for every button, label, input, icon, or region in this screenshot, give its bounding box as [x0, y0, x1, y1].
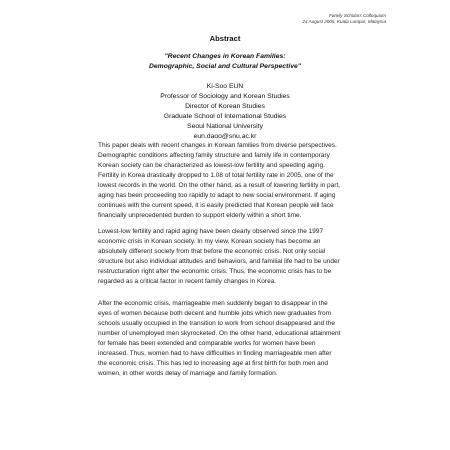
paragraph-line: eyes of women because both decent and humble jobs which new graduates from [98, 310, 332, 317]
paper-title [0, 52, 450, 72]
paragraph-line: aging has been proceeding too rapidly to adapt to new social environment. If aging [98, 192, 336, 199]
paragraph-line: regarded as a critical factor in recent family changes in Korea. [98, 278, 277, 285]
abstract-heading: Abstract [209, 34, 241, 43]
paragraph-line: schools usually occupied in the transition to work from school disappeared and the [98, 320, 336, 327]
paragraph-line: the economic crisis. This has led to increasing age at first birth for both men and [98, 360, 329, 367]
paragraph-line: restructuration right after the economic crisis. Thus, the economic crisis has to be [98, 268, 332, 275]
paragraph-line: This paper deals with recent changes in Korean families from diverse perspectives. [98, 142, 337, 149]
conference-name: Family Scholars Colloquium [329, 13, 386, 18]
author-school: Graduate School of International Studies [163, 113, 287, 120]
paragraph-line: increased. Thus, women had to have difficulties in finding marriageable men after [98, 350, 332, 357]
paper-title-line-2: Demographic, Social and Cultural Perspective" [148, 63, 302, 70]
author-email: eun.daoo@snu.ac.kr [193, 133, 257, 140]
author-role: Director of Korean Studies [185, 103, 265, 110]
author-university: Seoul National University [187, 123, 263, 130]
paragraph-line: economic crisis in Korean society. In my view, Korean society has become an [98, 238, 321, 245]
paragraph-line: women, in other words delay of marriage and family formation. [98, 370, 278, 377]
author-position: Professor of Sociology and Korean Studies [160, 93, 290, 100]
author-name: Ki-Soo EUN [206, 83, 244, 90]
paragraph-3 [98, 299, 384, 379]
paragraph-line: Lowest-low fertility and rapid aging have been clearly observed since the 1997 [98, 228, 324, 235]
paragraph-line: for female has been extended and comparable works for women have been [98, 340, 316, 347]
paper-title-line-1: "Recent Changes in Korean Families: [164, 53, 286, 60]
author-block [0, 82, 450, 142]
paragraph-line: continues with the current speed, it is easily predicted that Korean people will face [98, 202, 334, 209]
conference-header [302, 13, 386, 25]
paragraph-line: financially unprecedented burden to support elderly within a short time. [98, 212, 302, 219]
paragraph-line: absolutely different society from that before the economic crisis. Not only social [98, 248, 326, 255]
paragraph-line: Korean society can be characterized as lowest-low fertility and speeding aging. [98, 162, 325, 169]
conference-date-location: 24 August 2005, Kuala Lumpur, Malaysia [302, 19, 386, 24]
paragraph-line: Demographic conditions affecting family structure and family life in contemporary [98, 152, 330, 159]
paragraph-line: number of unemployed men skyrocketed. On the other hand, educational attainment [98, 330, 341, 337]
paragraph-line: lowest records in the world. On the other hand, as a result of lowering fertility in part, [98, 182, 341, 189]
paragraph-1 [98, 141, 384, 221]
paragraph-line: structure but also individual attitudes and behaviors, and familial life had to be under [98, 258, 340, 265]
paragraph-line: Fertility in Korea drastically dropped to 1.08 of total fertility rate in 2005, one of the [98, 172, 334, 179]
paragraph-line: After the economic crisis, marriageable men suddenly began to disappear in the [98, 300, 328, 307]
paragraph-2 [98, 227, 384, 287]
